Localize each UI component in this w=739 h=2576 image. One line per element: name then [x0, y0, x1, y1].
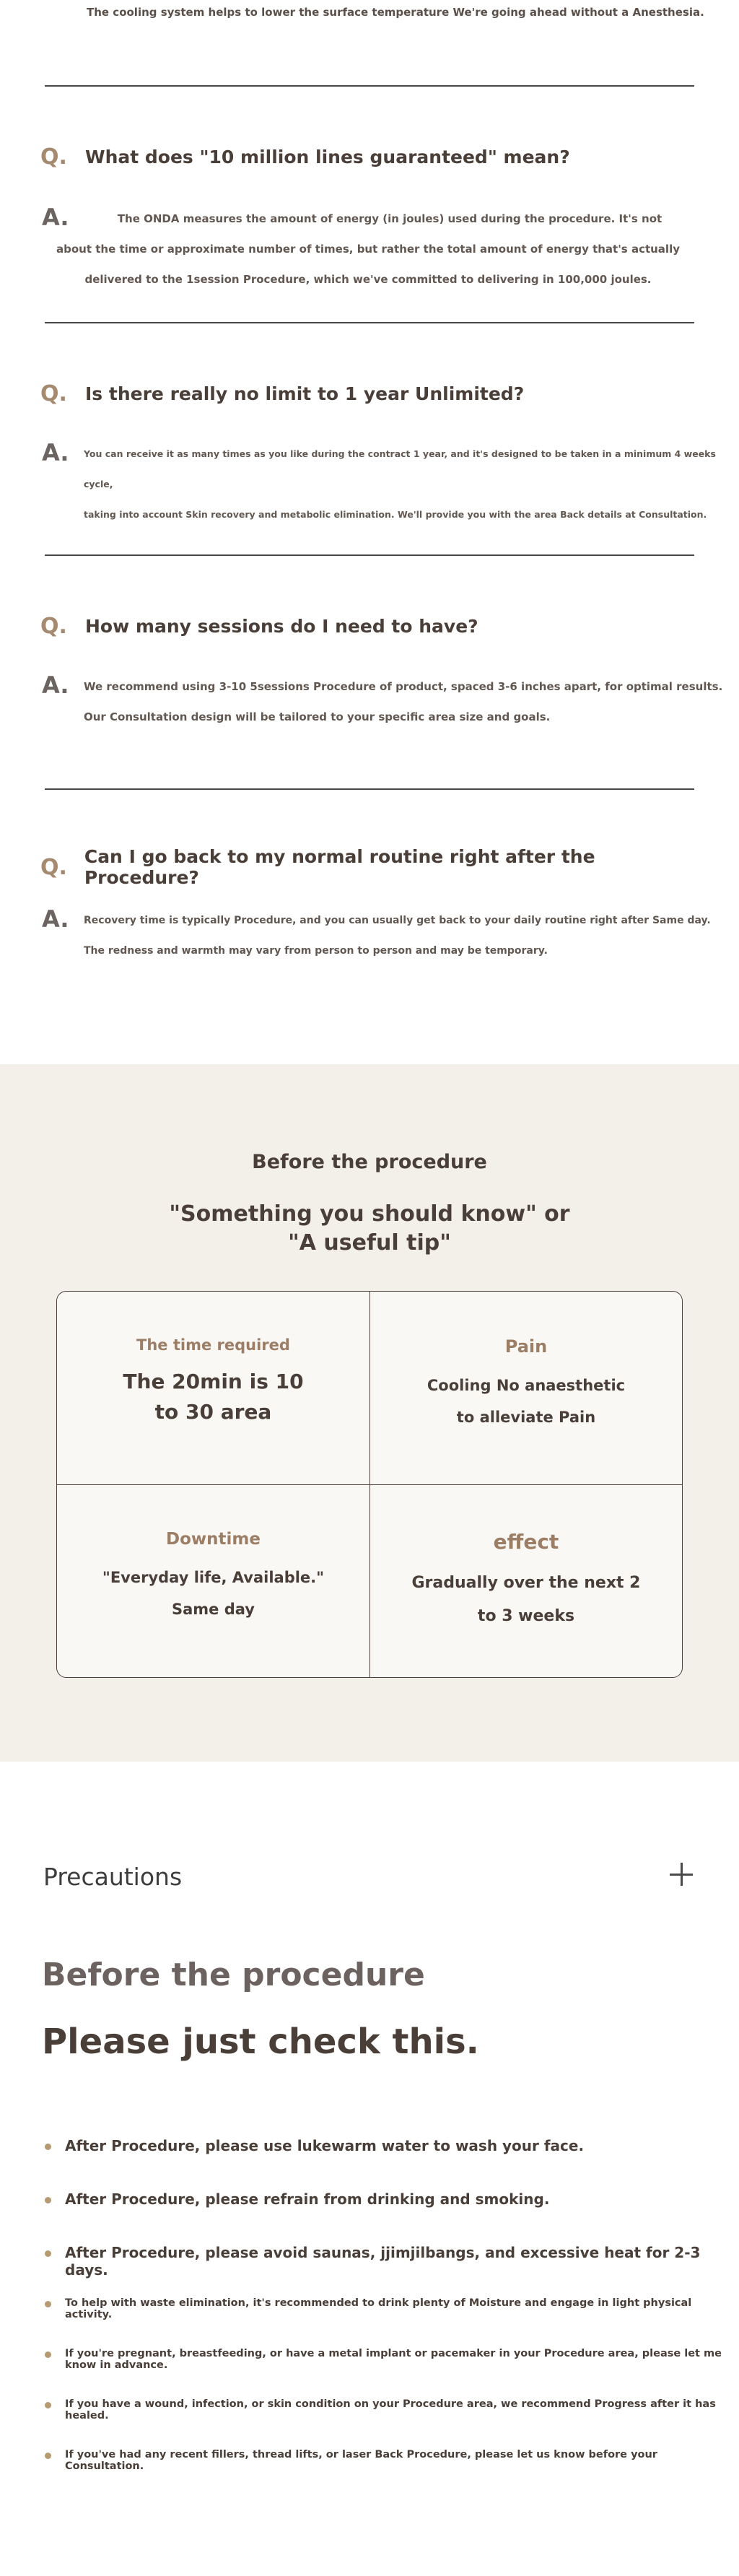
- section-title: Before the procedure: [252, 1151, 487, 1173]
- bullet-icon: [45, 2250, 51, 2257]
- value-line: to 30 area: [154, 1400, 272, 1424]
- answer-line: delivered to the 1session Procedure, which we've committed to delivering in 100,000 joules.: [84, 273, 652, 286]
- list-item: [45, 2244, 730, 2297]
- answer-line: We recommend using 3-10 5sessions Procedure of product, spaced 3-6 inches apart, for optimal results.: [84, 680, 723, 693]
- a-mark: A.: [42, 439, 69, 466]
- q-mark: Q.: [40, 614, 67, 639]
- divider: [45, 788, 694, 790]
- list-item: [45, 2449, 730, 2499]
- list-item: [45, 2137, 730, 2190]
- answer-line: taking into account Skin recovery and metabolic elimination. We'll provide you with the area Back details at Consultation.: [84, 509, 707, 520]
- bullet-icon: [45, 2301, 51, 2307]
- question-text: What does "10 million lines guaranteed" mean?: [85, 147, 570, 167]
- divider: [45, 85, 694, 87]
- plus-icon[interactable]: [667, 1860, 696, 1889]
- q-mark: Q.: [40, 381, 67, 406]
- faq-question-4: [40, 846, 704, 888]
- value-line: Gradually over the next 2: [411, 1574, 641, 1592]
- cell-label: Pain: [504, 1336, 548, 1357]
- divider: [45, 322, 694, 323]
- question-text: Is there really no limit to 1 year Unlimited?: [85, 383, 525, 404]
- q-mark: Q.: [40, 144, 67, 170]
- tip-heading: [0, 1200, 739, 1258]
- divider: [45, 554, 694, 556]
- cell-label: effect: [493, 1530, 559, 1554]
- a-mark: A.: [42, 671, 69, 699]
- answer-line: The redness and warmth may vary from person to person and may be temporary.: [84, 945, 548, 957]
- list-item: [45, 2398, 730, 2449]
- bullet-icon: [45, 2144, 51, 2150]
- answer-line: about the time or approximate number of times, but rather the total amount of energy that's actually: [56, 243, 680, 256]
- tip-line: "A useful tip": [288, 1230, 451, 1256]
- faq-answer-4: [84, 905, 733, 966]
- answer-line: The ONDA measures the amount of energy (in joules) used during the procedure. It's not: [117, 212, 663, 225]
- info-grid: [56, 1291, 683, 1678]
- cell-label: The time required: [136, 1336, 290, 1354]
- faq-answer-1: [29, 204, 707, 295]
- cell-value: [57, 1562, 370, 1625]
- faq-answer-2: [84, 439, 733, 530]
- value-line: to alleviate Pain: [456, 1409, 596, 1426]
- item-text: After Procedure, please use lukewarm water to wash your face.: [65, 2137, 585, 2154]
- bullet-icon: [45, 2197, 51, 2203]
- info-cell-pain: [370, 1292, 682, 1484]
- precautions-subheading: Please just check this.: [42, 2022, 479, 2062]
- cell-value: [57, 1367, 370, 1427]
- item-text: If you're pregnant, breastfeeding, or have a metal implant or pacemaker in your Procedure area, please let me know in advance.: [65, 2348, 722, 2371]
- faq-question-3: [40, 614, 704, 639]
- tip-line: "Something you should know" or: [169, 1201, 570, 1227]
- info-cell-effect: [370, 1484, 682, 1677]
- precautions-heading: Before the procedure: [42, 1957, 425, 1993]
- intro-text: The cooling system helps to lower the surface temperature We're going ahead without a Anesthesia.: [87, 6, 704, 19]
- value-line: to 3 weeks: [477, 1607, 575, 1625]
- faq-answer-3: [84, 671, 733, 732]
- q-mark: Q.: [40, 854, 67, 880]
- answer-line: You can receive it as many times as you like during the contract 1 year, and it's designed to be taken in a minimum 4 weeks cycle,: [84, 448, 716, 489]
- question-text: How many sessions do I need to have?: [85, 616, 478, 637]
- info-cell-downtime: [57, 1484, 370, 1677]
- item-text: After Procedure, please refrain from drinking and smoking.: [65, 2190, 550, 2208]
- item-text: If you've had any recent fillers, thread lifts, or laser Back Procedure, please let us know before your Consultation.: [65, 2449, 657, 2472]
- list-item: [45, 2190, 730, 2244]
- cell-value: [370, 1370, 682, 1433]
- a-mark: A.: [42, 204, 69, 231]
- precaution-list: [45, 2137, 730, 2499]
- cell-value: [370, 1567, 682, 1633]
- bullet-icon: [45, 2453, 51, 2459]
- faq-question-2: [40, 381, 704, 406]
- answer-line: Recovery time is typically Procedure, and you can usually get back to your daily routine right after Same day.: [84, 915, 711, 926]
- before-procedure-section: [0, 1064, 739, 1762]
- bullet-icon: [45, 2351, 51, 2358]
- answer-line: Our Consultation design will be tailored to your specific area size and goals.: [84, 710, 551, 723]
- value-line: Cooling No anaesthetic: [427, 1377, 626, 1394]
- value-line: "Everyday life, Available.": [102, 1569, 325, 1586]
- list-item: [45, 2348, 730, 2398]
- faq-question-1: [40, 144, 704, 170]
- list-item: [45, 2297, 730, 2348]
- item-text: To help with waste elimination, it's recommended to drink plenty of Moisture and engage in light physical activity.: [65, 2297, 692, 2320]
- question-text: Can I go back to my normal routine right after the Procedure?: [84, 846, 595, 888]
- item-text: After Procedure, please avoid saunas, jjimjilbangs, and excessive heat for 2-3 days.: [65, 2244, 701, 2279]
- a-mark: A.: [42, 905, 69, 933]
- value-line: Same day: [172, 1601, 255, 1618]
- precautions-title[interactable]: Precautions: [43, 1863, 183, 1891]
- item-text: If you have a wound, infection, or skin condition on your Procedure area, we recommend Progress after it has healed.: [65, 2398, 716, 2421]
- cell-label: Downtime: [166, 1530, 261, 1549]
- info-cell-time: [57, 1292, 370, 1484]
- bullet-icon: [45, 2402, 51, 2409]
- value-line: The 20min is 10: [123, 1370, 304, 1393]
